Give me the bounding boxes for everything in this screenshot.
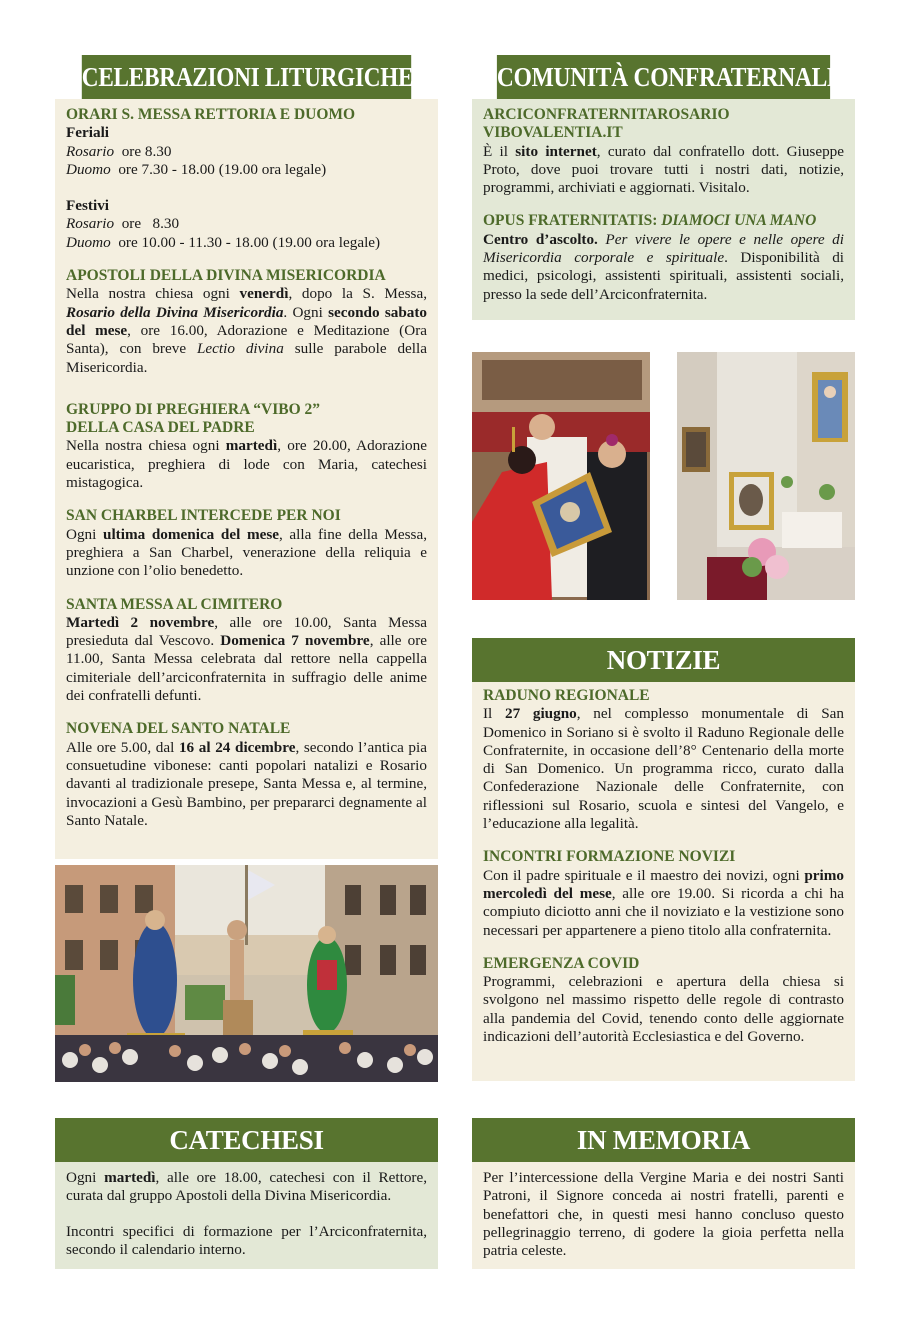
festivi-rosario: Rosario ore 8.30 <box>66 215 180 233</box>
memoria-box <box>472 1162 855 1269</box>
orari-section <box>66 106 427 252</box>
charbel-heading: SAN CHARBEL INTERCEDE PER NOI <box>66 507 341 525</box>
orari-heading: ORARI S. MESSA RETTORIA E DUOMO <box>66 106 356 123</box>
apostoli-text: Nella nostra chiesa ogni venerdì, dopo la S. Messa, Rosario della Divina Misericordia. Ogni secondo sabato del mese, ore 16.00, Adorazione e Meditazione (Ora Santa), con breve Lectio divina sulle parabole della Misericordia. <box>66 285 428 376</box>
celebrazioni-column <box>55 55 438 859</box>
covid-text: Programmi, celebrazioni e apertura della chiesa si svolgono nel massimo rispetto delle regole di contrasto alla pandemia del Covid, tenendo conto delle aggiornate indicazioni dell’autorità Ecclesiastica e del Governo. <box>483 973 844 1046</box>
sito-section <box>483 106 844 197</box>
catechesi-title: CATECHESI <box>55 1118 438 1162</box>
novizi-text: Con il padre spirituale e il maestro dei novizi, ogni primo mercoledì del mese, alle ore 19.00. Si ricorda a chi ha compiuto diciotto anni che il noviziato e la vestizione sono necessari per appartenere a pieno titolo alla confraternita. <box>483 866 844 939</box>
feriali-label: Feriali <box>66 124 110 142</box>
catechesi-column <box>55 1118 438 1269</box>
gruppo-text: Nella nostra chiesa ogni martedì, ore 20.00, Adorazione eucaristica, preghiera di lode con Maria, catechesi mistagogica. <box>66 437 427 492</box>
catechesi-text-1: Ogni martedì, alle ore 18.00, catechesi con il Rettore, curata dal gruppo Apostoli della Divina Misericordia. <box>66 1169 428 1205</box>
catechesi-box <box>55 1162 438 1269</box>
memoria-text: Per l’intercessione della Vergine Maria e dei nostri Santi Patroni, il Signore conceda ai nostri fratelli, parenti e benefattori che, in questi mesi hanno concluso questo pellegrinaggio terreno, di godere la gioia perfetta nella patria celeste. <box>483 1169 844 1260</box>
notizie-box <box>472 682 855 1081</box>
catechesi-text-2: Incontri specifici di formazione per l’Arciconfraternita, secondo il calendario interno. <box>66 1222 427 1258</box>
cimitero-heading: SANTA MESSA AL CIMITERO <box>66 595 283 613</box>
covid-heading: EMERGENZA COVID <box>483 954 640 972</box>
sito-text: È il sito internet, curato dal confratello dott. Giuseppe Proto, dove puoi trovare tutti i nostri dati, notizie, programmi, archiviati e aggiornati. Visitalo. <box>483 142 844 197</box>
festivi-label: Festivi <box>66 197 110 215</box>
charbel-text: Ogni ultima domenica del mese, alla fine della Messa, preghiera a San Charbel, venerazione della reliquia e unzione con l’olio benedetto. <box>66 525 427 580</box>
gruppo-heading-2: DELLA CASA DEL PADRE <box>66 419 255 437</box>
comunita-box <box>472 99 855 320</box>
altar-photo <box>677 352 855 600</box>
procession-photo <box>55 865 438 1082</box>
festivi-duomo: Duomo ore 10.00 - 11.30 - 18.00 (19.00 ora legale) <box>66 233 381 251</box>
memoria-column <box>472 1118 855 1269</box>
apostoli-heading: APOSTOLI DELLA DIVINA MISERICORDIA <box>66 267 386 285</box>
raduno-heading: RADUNO REGIONALE <box>483 687 650 704</box>
sito-heading-2: VIBOVALENTIA.IT <box>483 124 623 142</box>
celebrazioni-title: CELEBRAZIONI LITURGICHE <box>82 55 411 99</box>
notizie-column <box>472 638 855 1081</box>
feriali-rosario: Rosario ore 8.30 <box>66 142 172 160</box>
cimitero-section <box>66 596 427 706</box>
comunita-title: COMUNITÀ CONFRATERNALE <box>497 55 830 99</box>
feriali-duomo: Duomo ore 7.30 - 18.00 (19.00 ora legale) <box>66 160 327 178</box>
cimitero-text: Martedì 2 novembre, alle ore 10.00, Santa Messa presieduta dal Vescovo. Domenica 7 novembre, alle ore 11.00, Santa Messa celebrata dal rettore nella cappella cimiteriale dell’arciconfraternita in suffragio delle anime dei confratelli defunti. <box>66 613 427 705</box>
celebrazioni-box <box>55 99 438 859</box>
gruppo-heading-1: GRUPPO DI PREGHIERA “VIBO 2” <box>66 400 321 418</box>
gruppo-section <box>66 401 427 492</box>
novena-heading: NOVENA DEL SANTO NATALE <box>66 720 291 738</box>
notizie-title: NOTIZIE <box>472 638 855 682</box>
opus-text: Centro d’ascolto. Per vivere le opere e nelle opere di Misericordia corporale e spirituale. Disponibilità di medici, psicologi, assistenti spirituali, assistenti sociali, presso la sede dell’Arciconfraternita. <box>483 230 845 303</box>
raduno-section <box>483 687 844 833</box>
novena-section <box>66 720 427 830</box>
apostoli-section <box>66 267 427 377</box>
memoria-title: IN MEMORIA <box>472 1118 855 1162</box>
opus-heading: OPUS FRATERNITATIS: DIAMOCI UNA MANO <box>483 212 817 230</box>
charbel-section <box>66 507 427 580</box>
novizi-heading: INCONTRI FORMAZIONE NOVIZI <box>483 848 736 866</box>
sito-heading-1: ARCICONFRATERNITAROSARIO <box>483 106 730 123</box>
novizi-section <box>483 848 844 939</box>
opus-section <box>483 212 844 303</box>
covid-section <box>483 955 844 1046</box>
novena-text: Alle ore 5.00, dal 16 al 24 dicembre, secondo l’antica pia consuetudine vibonese: canti popolari natalizi e Rosario davanti al tradizionale presepe, Santa Messa e, al termine, invocazioni a Gesù Bambino, per prepararci degnamente al Santo Natale. <box>66 738 427 829</box>
comunita-column <box>472 55 855 320</box>
raduno-text: Il 27 giugno, nel complesso monumentale di San Domenico in Soriano si è svolto il Raduno Regionale delle Confraternite, in occasione dell’8° Centenario della morte di San Domenico. Un programma ricco, curato dalla Confederazione Nazionale delle Confraternite, con riflessioni sul Rosario, scuola e sintesi del Vangelo, e l’educazione alla legalità. <box>483 705 844 833</box>
icon-presentation-photo <box>472 352 650 600</box>
